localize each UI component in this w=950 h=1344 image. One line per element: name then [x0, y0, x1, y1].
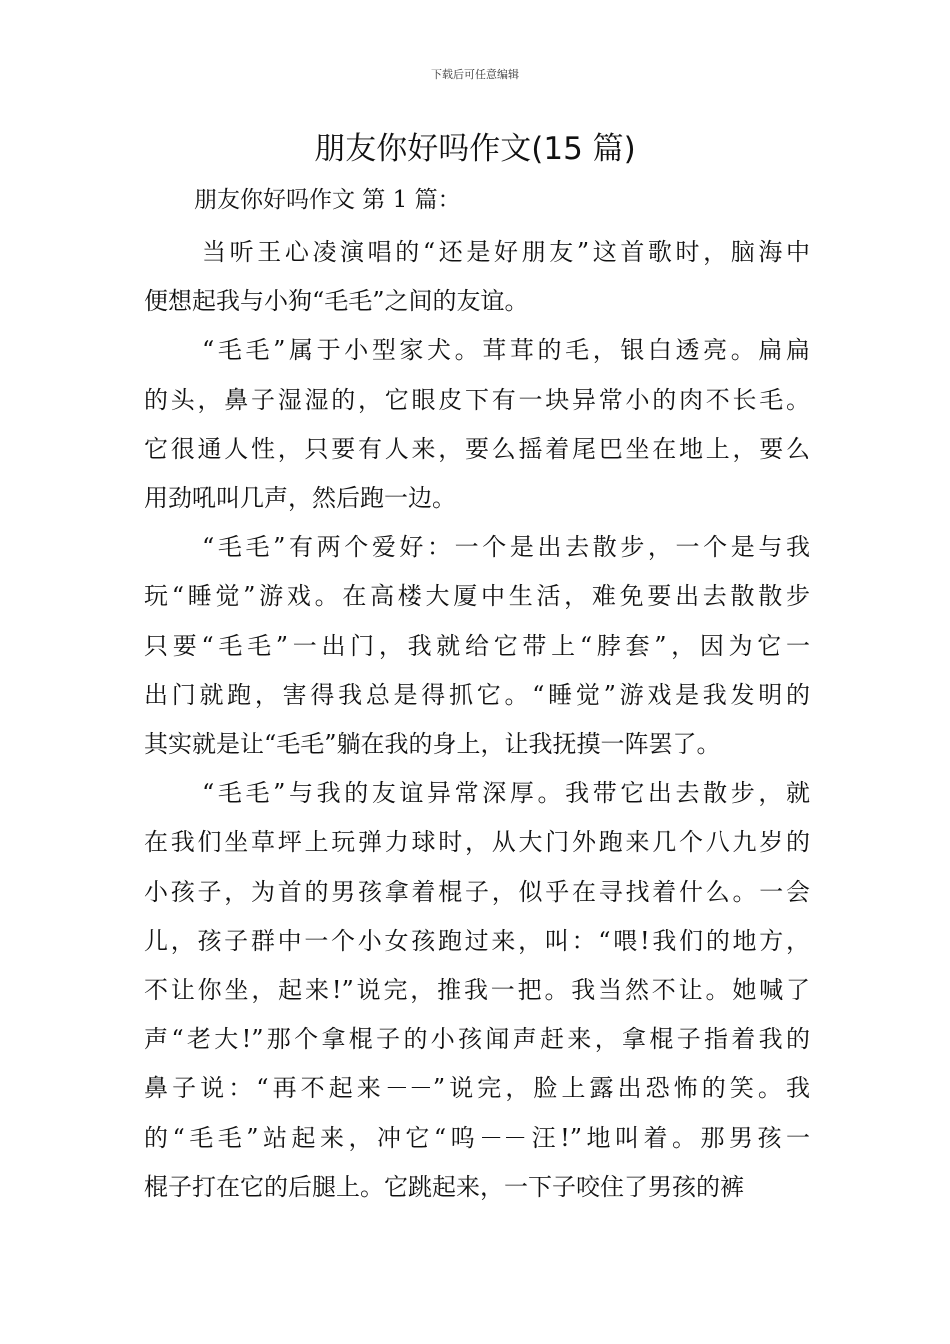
- essay-paragraph: [144, 523, 810, 769]
- paragraph-line: 其实就是让“毛毛”躺在我的身上，让我抚摸一阵罢了。: [144, 730, 721, 759]
- paragraph-line: 出门就跑，害得我总是得抓它。“睡觉”游戏是我发明的: [144, 680, 810, 709]
- paragraph-line: 的“毛毛”站起来，冲它“呜－－汪!”地叫着。那男孩一: [144, 1123, 810, 1152]
- paragraph-line: 小孩子，为首的男孩拿着棍子，似乎在寻找着什么。一会: [144, 877, 810, 906]
- paragraph-line: 儿，孩子群中一个小女孩跑过来，叫：“喂!我们的地方，: [144, 926, 810, 955]
- essay-body: [144, 228, 810, 1212]
- paragraph-line: 只要“毛毛”一出门，我就给它带上“脖套”，因为它一: [144, 631, 810, 660]
- essay-paragraph: [144, 769, 810, 1212]
- paragraph-line: 声“老大!”那个拿棍子的小孩闻声赶来，拿棍子指着我的: [144, 1025, 810, 1054]
- paragraph-line: 用劲吼叫几声，然后跑一边。: [144, 484, 456, 513]
- section-subtitle: 朋友你好吗作文 第 1 篇：: [194, 187, 461, 213]
- paragraph-line: 鼻子说：“再不起来－－”说完，脸上露出恐怖的笑。我: [144, 1074, 810, 1103]
- paragraph-line: “毛毛”与我的友谊异常深厚。我带它出去散步，就: [202, 779, 810, 808]
- paragraph-line: 便想起我与小狗“毛毛”之间的友谊。: [144, 287, 529, 316]
- paragraph-line: 当听王心凌演唱的“还是好朋友”这首歌时，脑海中: [202, 238, 810, 266]
- paragraph-line: 玩“睡觉”游戏。在高楼大厦中生活，难免要出去散散步: [144, 582, 810, 611]
- paragraph-line: 的头，鼻子湿湿的，它眼皮下有一块异常小的肉不长毛。: [144, 385, 810, 414]
- paragraph-line: 不让你坐，起来!”说完，推我一把。我当然不让。她喊了: [144, 976, 810, 1005]
- page-title: 朋友你好吗作文(15 篇): [314, 131, 636, 167]
- paragraph-line: 在我们坐草坪上玩弹力球时，从大门外跑来几个八九岁的: [144, 828, 810, 857]
- essay-paragraph: [144, 228, 810, 326]
- header-note: 下载后可任意编辑: [431, 68, 519, 81]
- paragraph-line: “毛毛”有两个爱好：一个是出去散步，一个是与我: [202, 533, 810, 562]
- paragraph-line: 棍子打在它的后腿上。它跳起来，一下子咬住了男孩的裤: [144, 1172, 744, 1201]
- paragraph-line: 它很通人性，只要有人来，要么摇着尾巴坐在地上，要么: [144, 434, 810, 463]
- paragraph-line: “毛毛”属于小型家犬。茸茸的毛，银白透亮。扁扁: [202, 336, 810, 365]
- essay-paragraph: [144, 326, 810, 523]
